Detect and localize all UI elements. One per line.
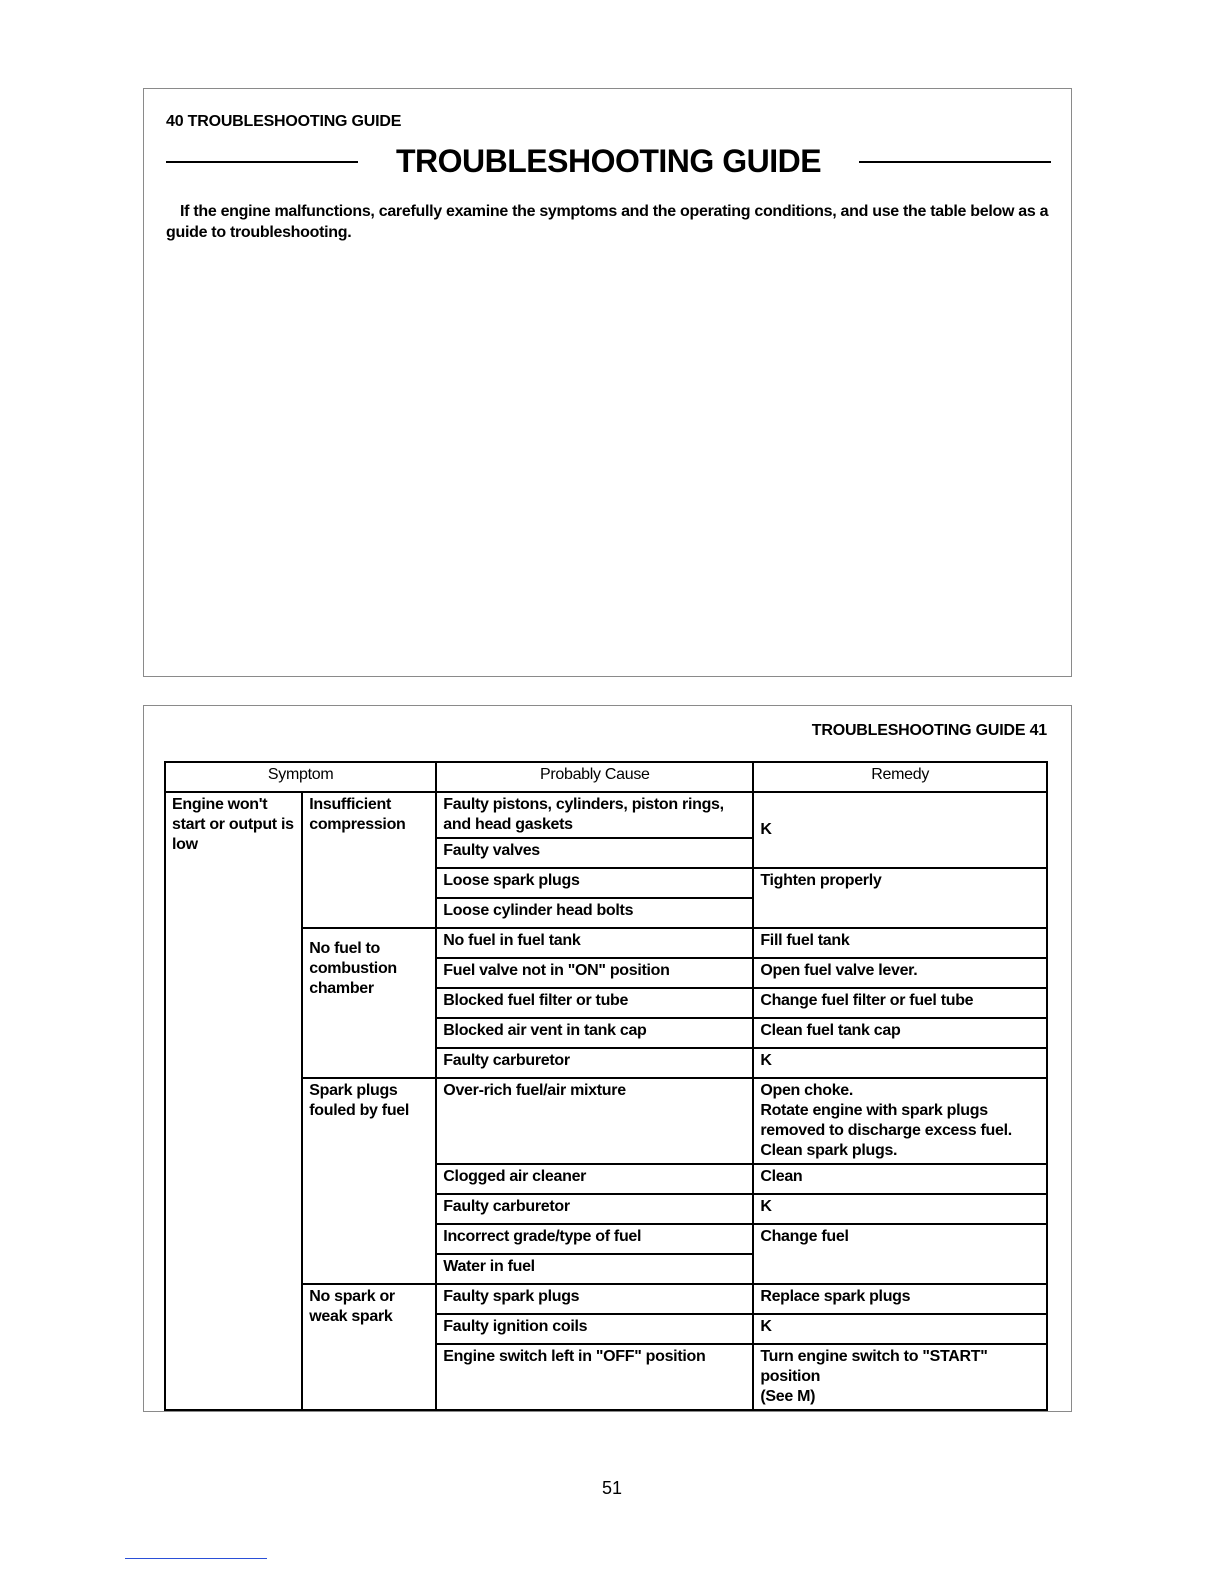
remedy-cell: K <box>753 792 1047 868</box>
remedy-line: Turn engine switch to "START" position <box>760 1348 988 1385</box>
cause-cell: Engine switch left in "OFF" position <box>436 1344 753 1410</box>
cause-cell: Faulty spark plugs <box>436 1284 753 1314</box>
remedy-line: Clean spark plugs. <box>760 1142 898 1159</box>
remedy-cell: Change fuel filter or fuel tube <box>753 988 1047 1018</box>
remedy-cell <box>753 1078 1047 1164</box>
cause-cell: Faulty carburetor <box>436 1194 753 1224</box>
remedy-cell: Change fuel <box>753 1224 1047 1284</box>
table-row <box>165 792 1047 838</box>
page-title: TROUBLESHOOTING GUIDE <box>395 143 822 179</box>
cause-cell: Loose cylinder head bolts <box>436 898 753 928</box>
remedy-header: Remedy <box>753 762 1047 792</box>
cause-cell: Incorrect grade/type of fuel <box>436 1224 753 1254</box>
remedy-line: (See M) <box>760 1388 816 1405</box>
page-number: 51 <box>601 1478 623 1498</box>
table-header-row <box>165 762 1047 792</box>
symptom-cell: Engine won't start or output is low <box>165 792 302 1410</box>
remedy-cell: Clean fuel tank cap <box>753 1018 1047 1048</box>
cause-cell: Faulty valves <box>436 838 753 868</box>
cause-cell: Over-rich fuel/air mixture <box>436 1078 753 1164</box>
cause-cell: Fuel valve not in "ON" position <box>436 958 753 988</box>
troubleshooting-table <box>164 761 1048 1411</box>
title-rule-right <box>859 161 1051 163</box>
remedy-cell: Tighten properly <box>753 868 1047 928</box>
group-insufficient-compression: Insufficient compression <box>302 792 436 928</box>
remedy-cell: K <box>753 1314 1047 1344</box>
remedy-line: Rotate engine with spark plugs removed to discharge excess fuel. <box>760 1102 1012 1139</box>
cause-cell: Blocked air vent in tank cap <box>436 1018 753 1048</box>
intro-paragraph: If the engine malfunctions, carefully examine the symptoms and the operating conditions, and use the table below as a guide to troubleshooting. <box>166 203 1049 241</box>
remedy-cell: Clean <box>753 1164 1047 1194</box>
remedy-line: Open choke. <box>760 1082 854 1099</box>
remedy-cell: K <box>753 1194 1047 1224</box>
group-no-fuel: No fuel to combustion chamber <box>302 928 436 1078</box>
remedy-cell: Open fuel valve lever. <box>753 958 1047 988</box>
group-no-spark: No spark or weak spark <box>302 1284 436 1410</box>
page-header: TROUBLESHOOTING GUIDE 41 <box>811 722 1047 739</box>
cause-cell: Water in fuel <box>436 1254 753 1284</box>
page-40-panel <box>143 88 1072 677</box>
cause-header: Probably Cause <box>436 762 753 792</box>
group-spark-plugs-fouled: Spark plugs fouled by fuel <box>302 1078 436 1284</box>
page-41-panel <box>143 705 1072 1412</box>
cause-cell: Faulty carburetor <box>436 1048 753 1078</box>
symptom-header: Symptom <box>165 762 436 792</box>
remedy-cell <box>753 1344 1047 1410</box>
remedy-cell: K <box>753 1048 1047 1078</box>
cause-cell: No fuel in fuel tank <box>436 928 753 958</box>
cause-cell: Loose spark plugs <box>436 868 753 898</box>
cause-cell: Faulty pistons, cylinders, piston rings, and head gaskets <box>436 792 753 838</box>
footer-link-underline <box>125 1558 267 1559</box>
cause-cell: Blocked fuel filter or tube <box>436 988 753 1018</box>
remedy-cell: Fill fuel tank <box>753 928 1047 958</box>
remedy-cell: Replace spark plugs <box>753 1284 1047 1314</box>
cause-cell: Clogged air cleaner <box>436 1164 753 1194</box>
title-row <box>166 141 1051 181</box>
cause-cell: Faulty ignition coils <box>436 1314 753 1344</box>
page-header: 40 TROUBLESHOOTING GUIDE <box>166 113 402 130</box>
